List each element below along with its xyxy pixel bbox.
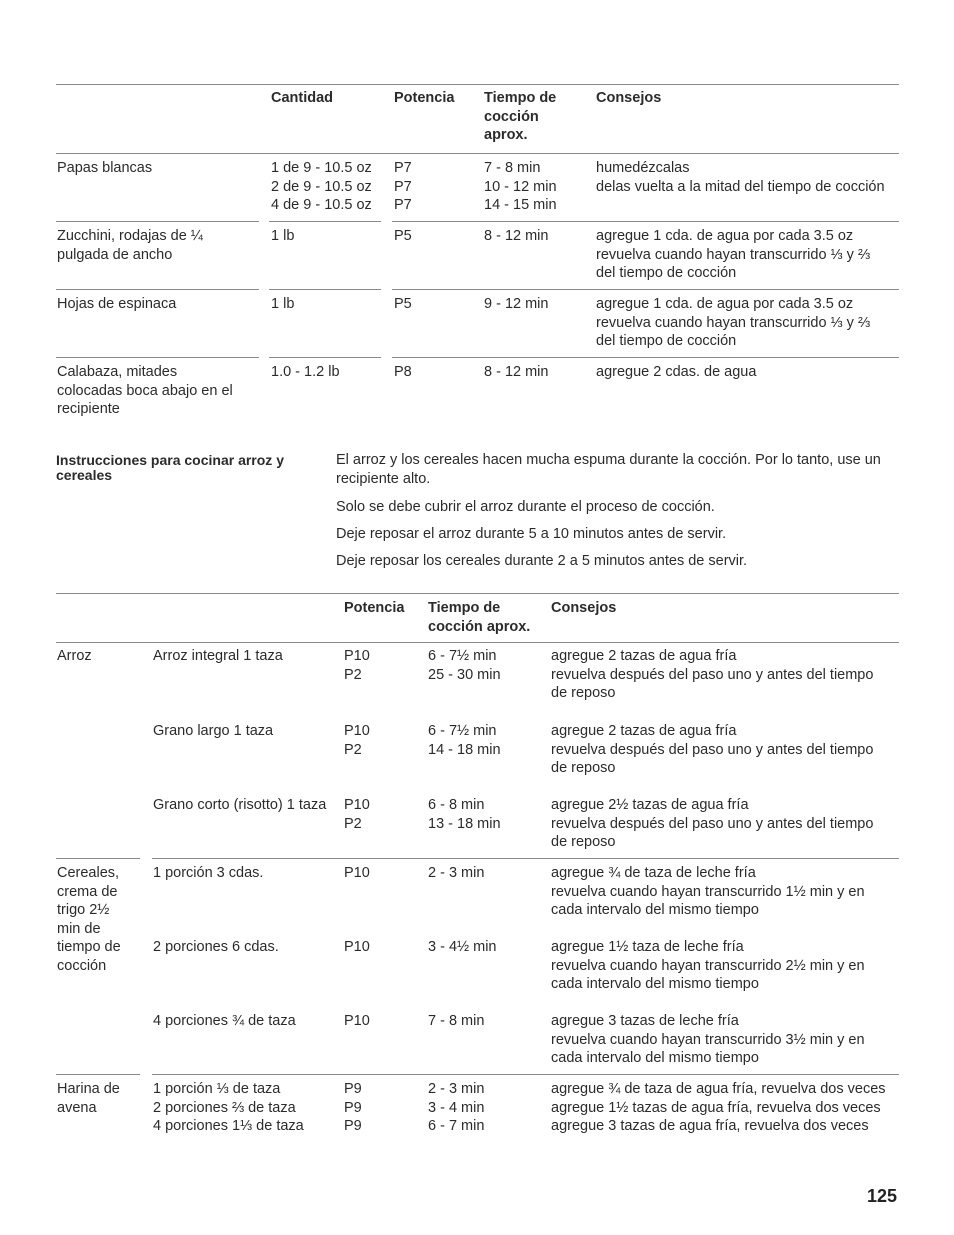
time: 7 - 8 min [428,1013,485,1029]
power: P10 [344,1013,370,1029]
group-rule [56,858,140,859]
header-rule [56,153,899,154]
row-rule [269,357,381,358]
tips: agregue 2½ tazas de agua fría revuelva después del paso uno y antes del tiempo de reposo [551,797,874,850]
power: P9 P9 P9 [344,1081,362,1134]
power: P10 [344,939,370,955]
food-name: Zucchini, rodajas de ¼ pulgada de ancho [57,228,203,263]
time: 9 - 12 min [484,296,549,312]
header-tiempo: Tiempo de cocción aprox. [484,90,557,143]
row-rule [392,289,899,290]
item: Grano corto (risotto) 1 taza [153,797,327,813]
header-potencia: Potencia [394,90,455,106]
row-rule [269,221,381,222]
tips: agregue 3 tazas de leche fría revuelva cuando hayan transcurrido 3½ min y en cada intervalo del mismo tiempo [551,1013,865,1066]
power: P5 [394,228,412,244]
quantity: 1 lb [271,296,295,312]
tips: agregue 1½ taza de leche fría revuelva cuando hayan transcurrido 2½ min y en cada intervalo del mismo tiempo [551,939,865,992]
time: 7 - 8 min 10 - 12 min 14 - 15 min [484,160,557,213]
instructions-paragraph: Deje reposar los cereales durante 2 a 5 minutos antes de servir. [336,553,748,569]
power: P8 [394,364,412,380]
tips: agregue 2 tazas de agua fría revuelva después del paso uno y antes del tiempo de reposo [551,648,874,701]
item: 4 porciones ¾ de taza [153,1013,296,1029]
tips: agregue 1 cda. de agua por cada 3.5 oz revuelva cuando hayan transcurrido ⅓ y ⅔ del tiempo de cocción [596,296,871,349]
row-rule [56,221,259,222]
quantity: 1 de 9 - 10.5 oz 2 de 9 - 10.5 oz 4 de 9 - 10.5 oz [271,160,372,213]
header-potencia: Potencia [344,600,405,616]
time: 3 - 4½ min [428,939,497,955]
food-name: Papas blancas [57,160,153,176]
row-rule [392,221,899,222]
header-cantidad: Cantidad [271,90,334,106]
tips: agregue ¾ de taza de agua fría, revuelva dos veces agregue 1½ tazas de agua fría, revuelva dos veces agregue 3 tazas de agua fría, revuelva dos veces [551,1081,886,1134]
instructions-paragraph: El arroz y los cereales hacen mucha espuma durante la cocción. Por lo tanto, use un recipiente alto. [336,452,881,487]
power: P5 [394,296,412,312]
tips: agregue 2 cdas. de agua [596,364,757,380]
time: 6 - 8 min 13 - 18 min [428,797,501,832]
item: 2 porciones 6 cdas. [153,939,279,955]
header-rule [56,642,899,643]
instructions-paragraph: Deje reposar el arroz durante 5 a 10 minutos antes de servir. [336,526,727,542]
time: 2 - 3 min 3 - 4 min 6 - 7 min [428,1081,485,1134]
group-name: Harina de avena [57,1081,120,1116]
item: 1 porción ⅓ de taza 2 porciones ⅔ de taza 4 porciones 1⅓ de taza [153,1081,304,1134]
page-number: 125 [866,1186,897,1206]
group-rule [152,858,899,859]
time: 8 - 12 min [484,228,549,244]
tips: humedézcalas delas vuelta a la mitad del tiempo de cocción [596,160,885,195]
header-consejos: Consejos [596,90,662,106]
item: Arroz integral 1 taza [153,648,283,664]
time: 6 - 7½ min 14 - 18 min [428,723,501,758]
time: 2 - 3 min [428,865,485,881]
row-rule [269,289,381,290]
tips: agregue 2 tazas de agua fría revuelva después del paso uno y antes del tiempo de reposo [551,723,874,776]
tips: agregue ¾ de taza de leche fría revuelva cuando hayan transcurrido 1½ min y en cada intervalo del mismo tiempo [551,865,865,918]
group-rule [152,1074,899,1075]
group-name: Arroz [57,648,92,664]
power: P10 [344,865,370,881]
instructions-title: Instrucciones para cocinar arroz y cereales [56,452,284,483]
food-name: Calabaza, mitades colocadas boca abajo en el recipiente [57,364,233,417]
food-name: Hojas de espinaca [57,296,177,312]
table-top-rule [56,593,899,594]
instructions-paragraph: Solo se debe cubrir el arroz durante el proceso de cocción. [336,499,715,515]
quantity: 1.0 - 1.2 lb [271,364,340,380]
power: P7 P7 P7 [394,160,412,213]
row-rule [56,357,259,358]
power: P10 P2 [344,797,370,832]
power: P10 P2 [344,723,370,758]
header-consejos: Consejos [551,600,617,616]
power: P10 P2 [344,648,370,683]
row-rule [56,289,259,290]
group-rule [56,1074,140,1075]
item: Grano largo 1 taza [153,723,274,739]
header-tiempo: Tiempo de cocción aprox. [428,600,531,635]
item: 1 porción 3 cdas. [153,865,264,881]
time: 6 - 7½ min 25 - 30 min [428,648,501,683]
table-top-rule [56,84,899,85]
group-name: Cereales, crema de trigo 2½ min de tiempo de cocción [57,865,121,974]
time: 8 - 12 min [484,364,549,380]
row-rule [392,357,899,358]
tips: agregue 1 cda. de agua por cada 3.5 oz revuelva cuando hayan transcurrido ⅓ y ⅔ del tiempo de cocción [596,228,871,281]
quantity: 1 lb [271,228,295,244]
